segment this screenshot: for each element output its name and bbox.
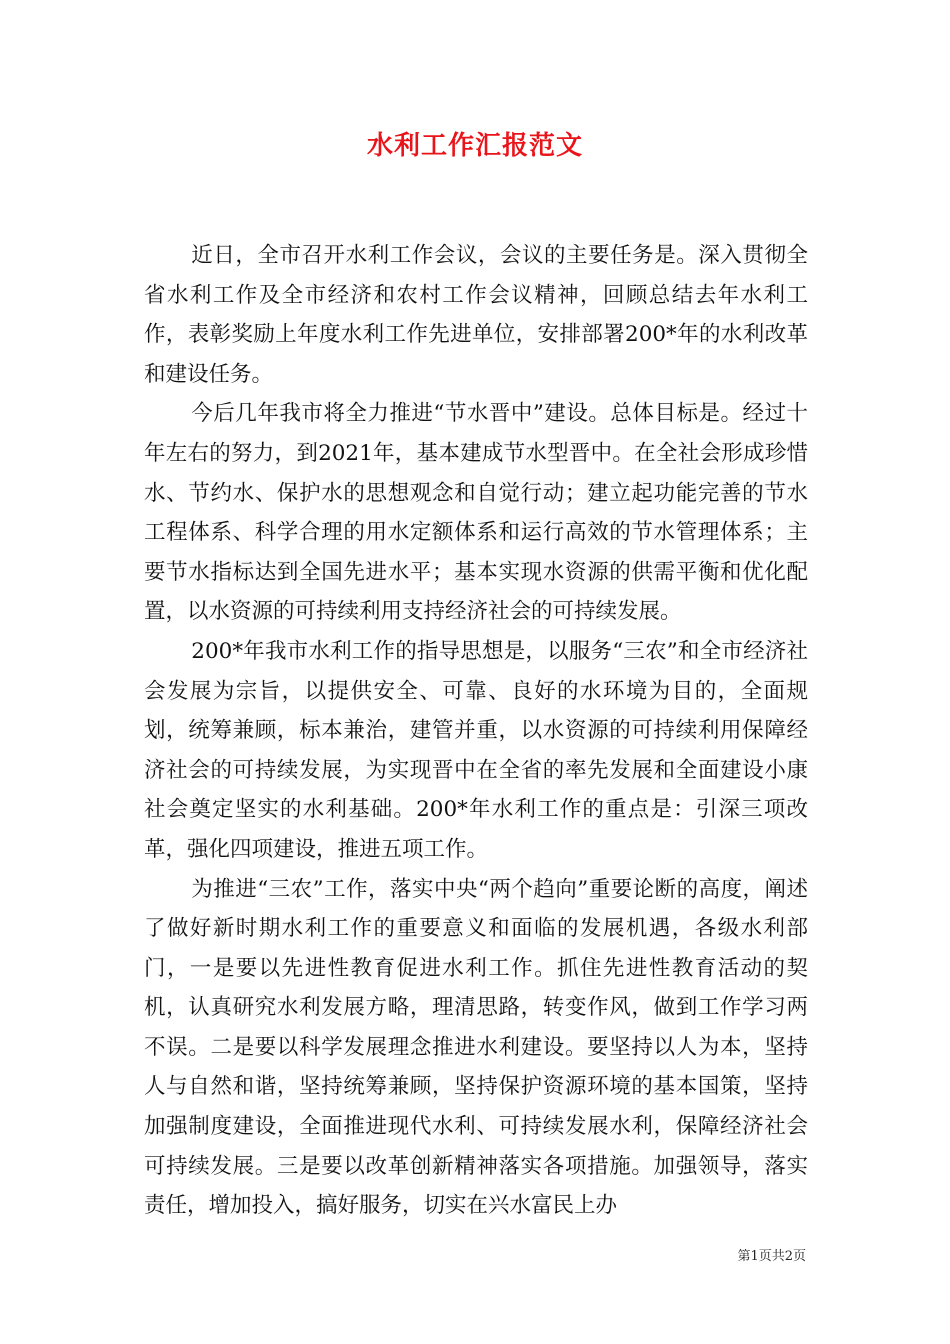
- document-body: [144, 236, 808, 1226]
- paragraph-2: 今后几年我市将全力推进“节水晋中”建设。总体目标是。经过十年左右的努力，到2021年，基本建成节水型晋中。在全社会形成珍惜水、节约水、保护水的思想观念和自觉行动；建立起功能完善的节水工程体系、科学合理的用水定额体系和运行高效的节水管理体系；主要节水指标达到全国先进水平；基本实现水资源的供需平衡和优化配置，以水资源的可持续利用支持经济社会的可持续发展。: [144, 401, 808, 625]
- paragraph-4: 为推进“三农”工作，落实中央“两个趋向”重要论断的高度，阐述了做好新时期水利工作的重要意义和面临的发展机遇，各级水利部门，一是要以先进性教育促进水利工作。抓住先进性教育活动的契机，认真研究水利发展方略，理清思路，转变作风，做到工作学习两不误。二是要以科学发展理念推进水利建设。要坚持以人为本，坚持人与自然和谐，坚持统筹兼顾，坚持保护资源环境的基本国策，坚持加强制度建设，全面推进现代水利、可持续发展水利，保障经济社会可持续发展。三是要以改革创新精神落实各项措施。加强领导，落实责任，增加投入，搞好服务，切实在兴水富民上办: [144, 876, 808, 1219]
- document-title: 水利工作汇报范文: [366, 131, 583, 161]
- page-indicator: 第1页共2页: [737, 1249, 806, 1264]
- paragraph-3: 200*年我市水利工作的指导思想是，以服务“三农”和全市经济社会发展为宗旨，以提供安全、可靠、良好的水环境为目的，全面规划，统筹兼顾，标本兼治，建管并重，以水资源的可持续利用保障经济社会的可持续发展，为实现晋中在全省的率先发展和全面建设小康社会奠定坚实的水利基础。200*年水利工作的重点是：引深三项改革，强化四项建设，推进五项工作。: [144, 638, 808, 862]
- paragraph-1: 近日，全市召开水利工作会议，会议的主要任务是。深入贯彻全省水利工作及全市经济和农村工作会议精神，回顾总结去年水利工作，表彰奖励上年度水利工作先进单位，安排部署200*年的水利改革和建设任务。: [144, 243, 808, 387]
